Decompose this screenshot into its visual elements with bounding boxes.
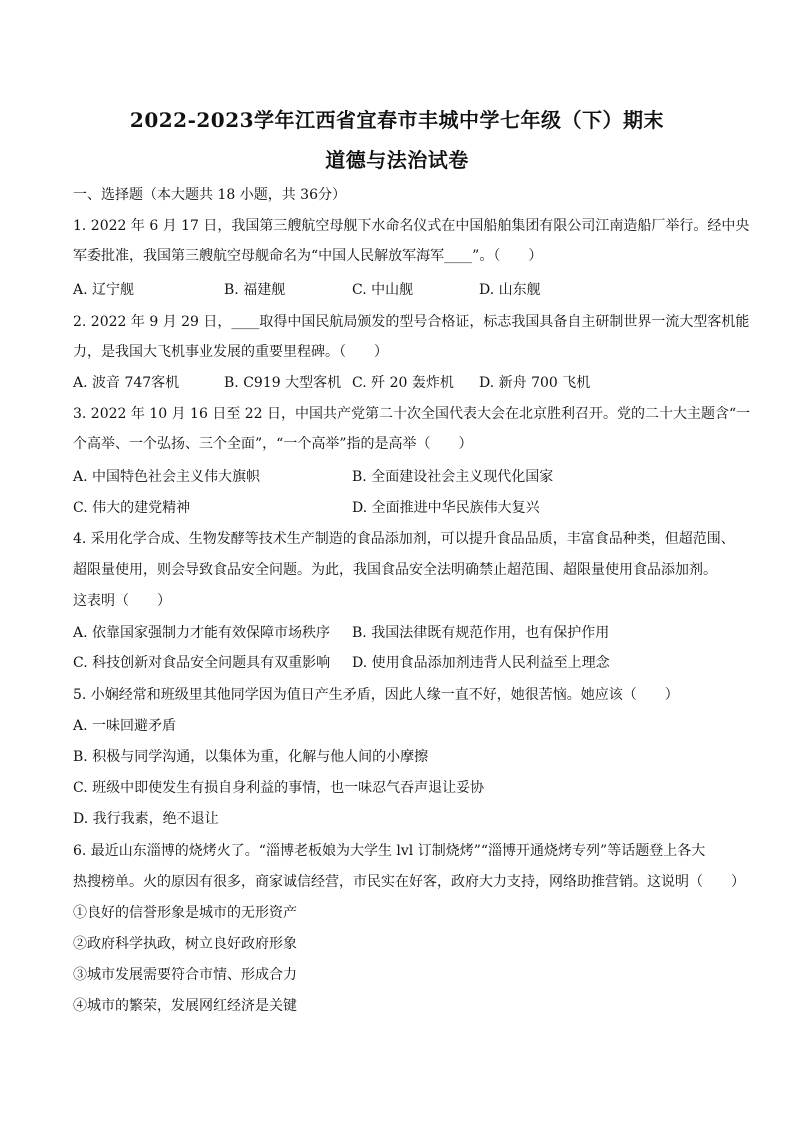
q3-option-c: C. 伟大的建党精神 bbox=[73, 500, 191, 516]
question-3-stem-cont: 个高举、一个弘扬、三个全面”，“一个高举”指的是高举（ ） bbox=[73, 436, 473, 452]
question-5-stem: 5. 小娴经常和班级里其他同学因为值日产生矛盾，因此人缘一直不好，她很苦恼。她应该（ ） bbox=[73, 687, 679, 703]
q5-option-c: C. 班级中即使发生有损自身利益的事情，也一味忍气吞声退让妥协 bbox=[73, 780, 485, 796]
q5-option-d: D. 我行我素，绝不退让 bbox=[73, 811, 219, 827]
q1-option-c: C. 中山舰 bbox=[352, 282, 414, 298]
q3-option-a: A. 中国特色社会主义伟大旗帜 bbox=[73, 469, 261, 485]
q3-option-b: B. 全面建设社会主义现代化国家 bbox=[352, 469, 554, 485]
question-4-stem: 4. 采用化学合成、生物发酵等技术生产制造的食品添加剂，可以提升食品品质，丰富食品种类，但超范围、 bbox=[73, 531, 735, 547]
q1-option-d: D. 山东舰 bbox=[479, 282, 541, 298]
q6-item-4: ④城市的繁荣，发展网红经济是关键 bbox=[73, 998, 297, 1014]
q5-option-a: A. 一味回避矛盾 bbox=[73, 718, 177, 734]
exam-subject: 道德与法治试卷 bbox=[325, 148, 469, 172]
question-6-stem-cont: 热搜榜单。火的原因有很多，商家诚信经营，市民实在好客，政府大力支持，网络助推营销。这说明（ ） bbox=[73, 874, 745, 890]
q3-option-d: D. 全面推进中华民族伟大复兴 bbox=[352, 500, 540, 516]
question-3-stem: 3. 2022 年 10 月 16 日至 22 日，中国共产党第二十次全国代表大会在北京胜利召开。党的二十大主题含“一 bbox=[73, 406, 751, 422]
q6-item-3: ③城市发展需要符合市情、形成合力 bbox=[73, 967, 297, 983]
q4-option-b: B. 我国法律既有规范作用，也有保护作用 bbox=[352, 625, 610, 641]
q2-option-c: C. 歼 20 轰炸机 bbox=[352, 375, 454, 391]
question-1-stem-cont: 军委批准，我国第三艘航空母舰命名为“中国人民解放军海军____”。（ ） bbox=[73, 248, 543, 264]
q2-option-a: A. 波音 747客机 bbox=[73, 375, 180, 391]
q2-option-b: B. C919 大型客机 bbox=[224, 375, 342, 391]
q5-option-b: B. 积极与同学沟通，以集体为重，化解与他人间的小摩擦 bbox=[73, 749, 429, 765]
question-2-stem-cont: 力，是我国大飞机事业发展的重要里程碑。（ ） bbox=[73, 344, 388, 360]
question-1-stem: 1. 2022 年 6 月 17 日，我国第三艘航空母舰下水命名仪式在中国船舶集团有限公司江南造船厂举行。经中央 bbox=[73, 218, 750, 234]
q6-item-1: ①良好的信誉形象是城市的无形资产 bbox=[73, 905, 297, 921]
question-2-stem: 2. 2022 年 9 月 29 日，____取得中国民航局颁发的型号合格证，标志我国具备自主研制世界一流大型客机能 bbox=[73, 314, 750, 330]
q6-item-2: ②政府科学执政，树立良好政府形象 bbox=[73, 936, 297, 952]
question-4-stem-cont: 超限量使用，则会导致食品安全问题。为此，我国食品安全法明确禁止超范围、超限量使用食品添加剂。 bbox=[73, 562, 717, 578]
question-6-stem: 6. 最近山东淄博的烧烤火了。“淄博老板娘为大学生 lvl 订制烧烤”“淄博开通烧烤专列”等话题登上各大 bbox=[73, 843, 706, 859]
q4-option-a: A. 依靠国家强制力才能有效保障市场秩序 bbox=[73, 625, 331, 641]
exam-title: 2022-2023学年江西省宜春市丰城中学七年级（下）期末 bbox=[129, 108, 665, 132]
q2-option-d: D. 新舟 700 飞机 bbox=[479, 375, 591, 391]
q1-option-b: B. 福建舰 bbox=[224, 282, 286, 298]
question-4-stem-cont2: 这表明（ ） bbox=[73, 593, 171, 609]
section-heading: 一、选择题（本大题共 18 小题，共 36分） bbox=[73, 187, 346, 203]
q4-option-c: C. 科技创新对食品安全问题具有双重影响 bbox=[73, 655, 331, 671]
q4-option-d: D. 使用食品添加剂违背人民利益至上理念 bbox=[352, 655, 610, 671]
q1-option-a: A. 辽宁舰 bbox=[73, 282, 135, 298]
